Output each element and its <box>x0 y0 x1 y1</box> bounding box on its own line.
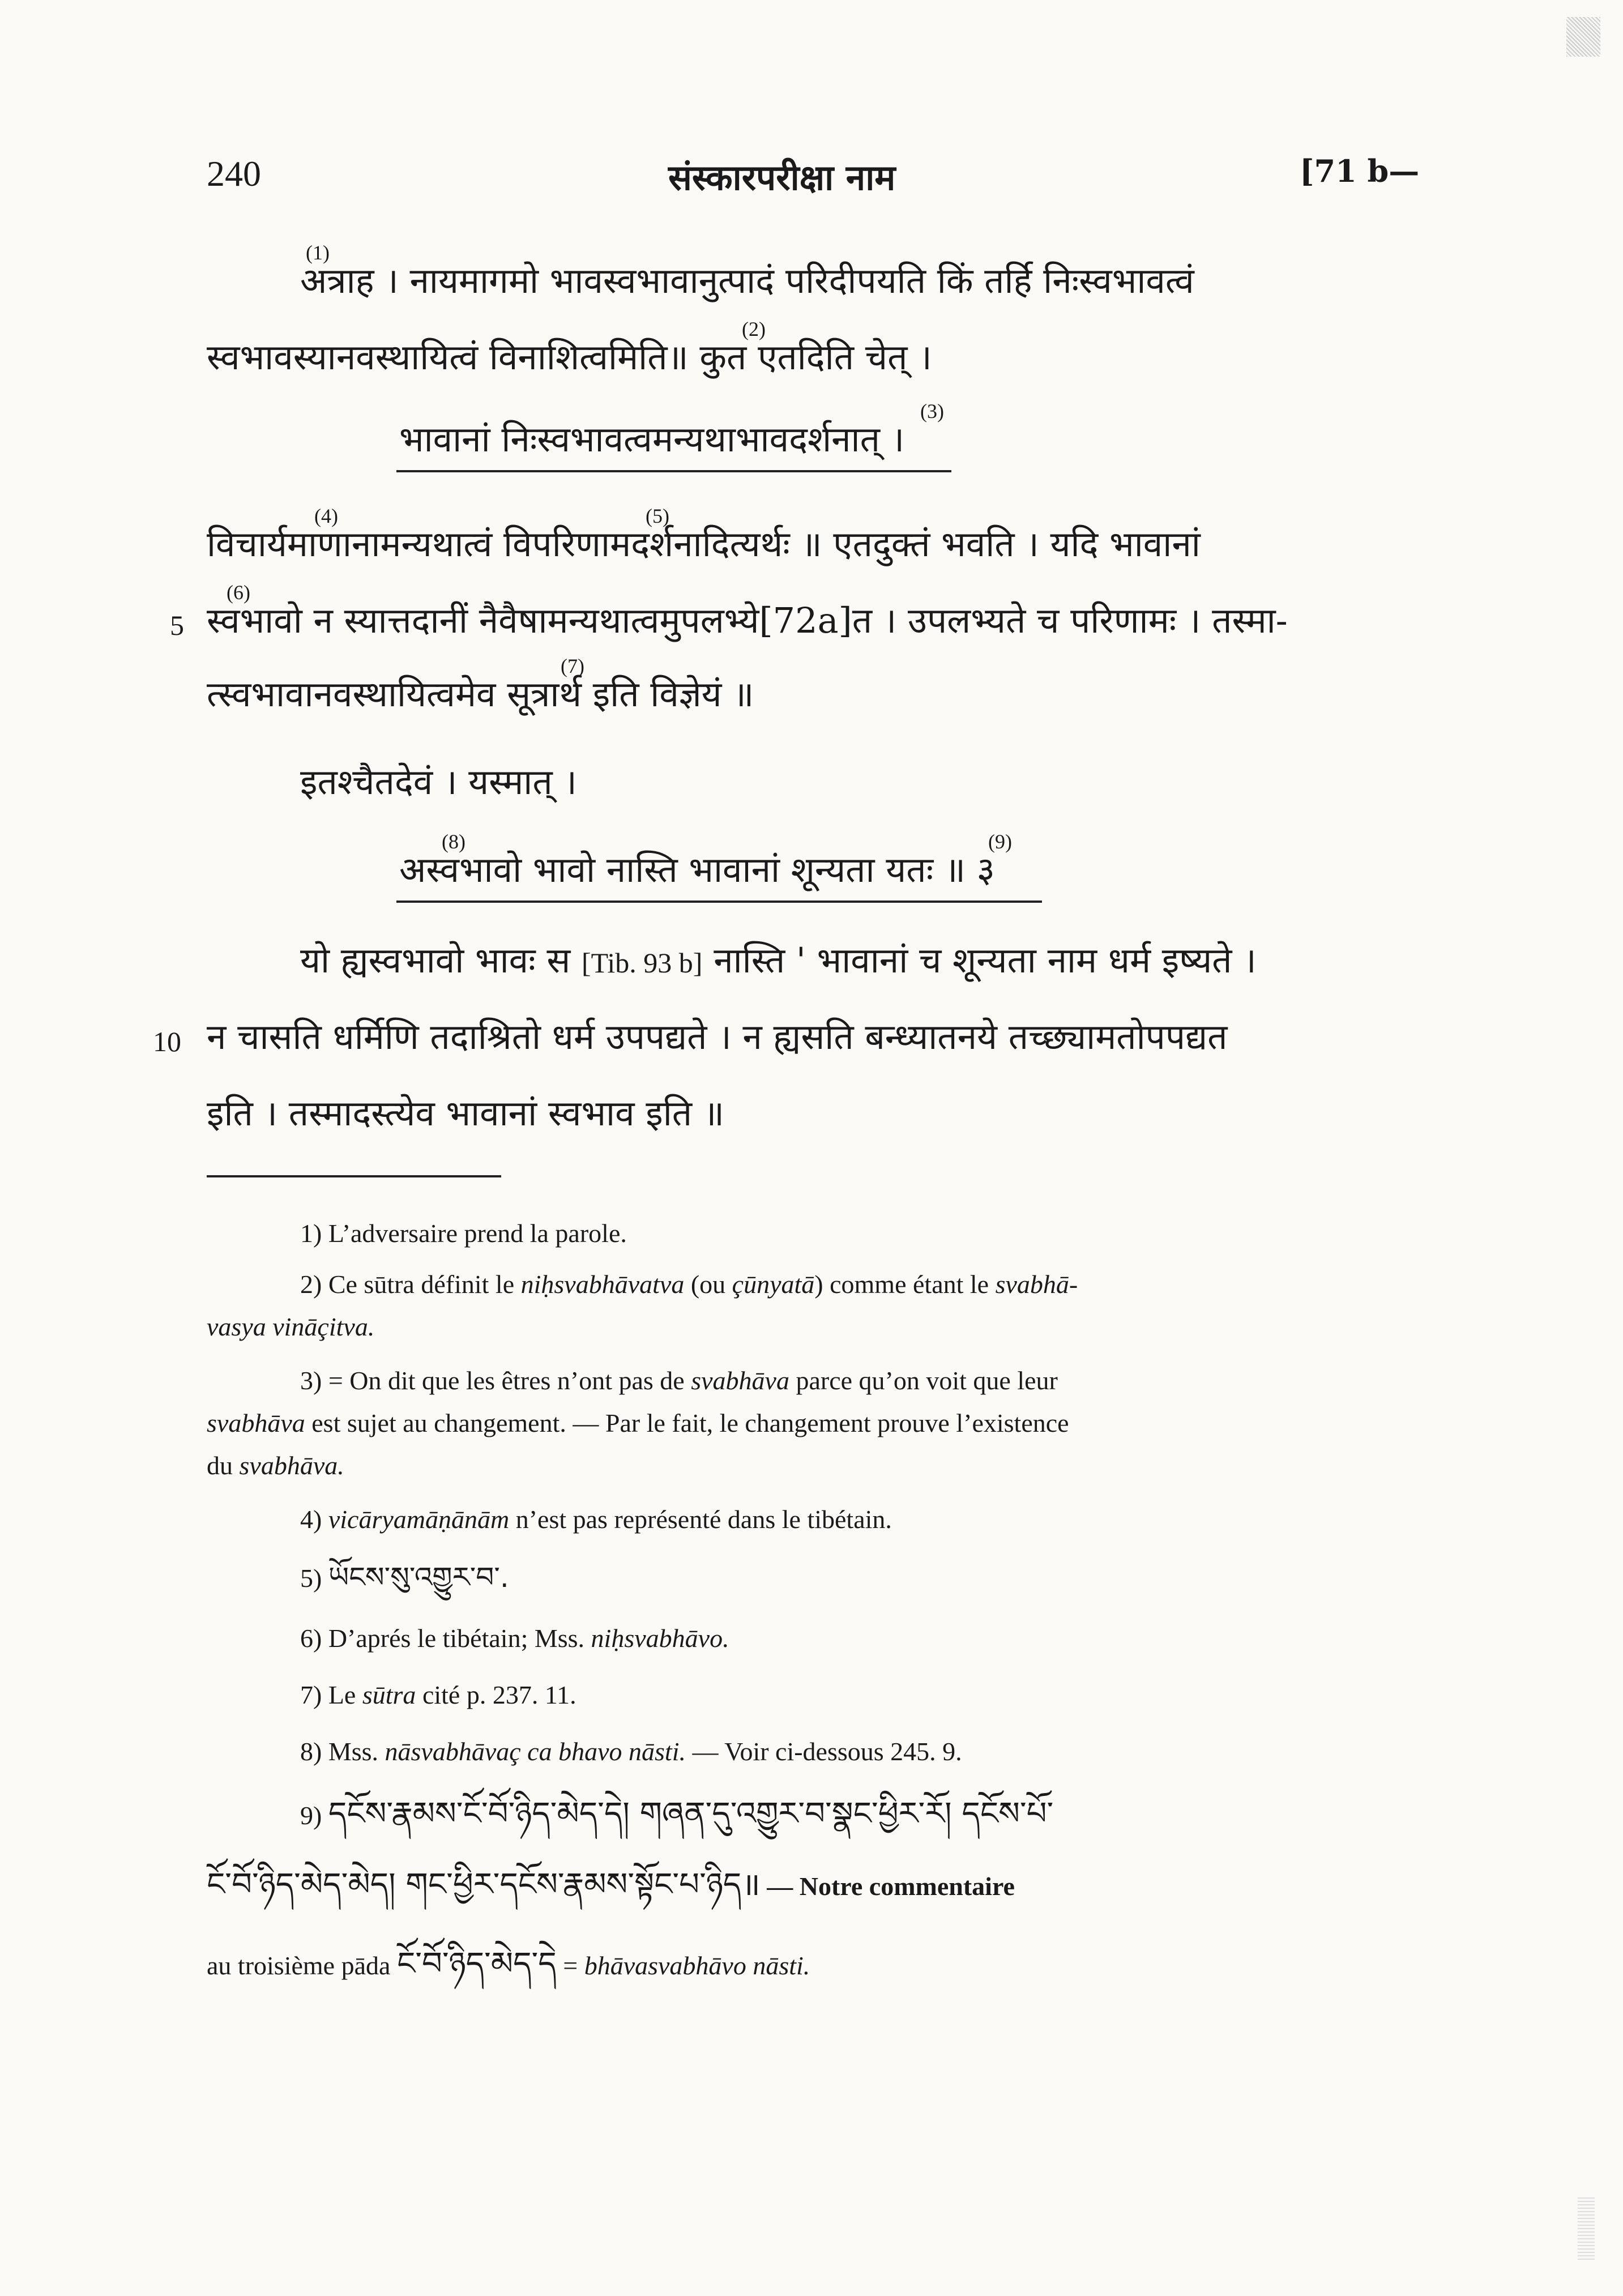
footnote-marker-4: (4) <box>314 505 338 527</box>
fn-text: est sujet au changement. — Par le fait, le changement prouve l’existence <box>305 1409 1069 1437</box>
footnote-marker-2: (2) <box>742 318 766 340</box>
footnote-marker-6: (6) <box>227 581 250 604</box>
footnote-marker-3: (3) <box>920 400 944 423</box>
fn-text: 5) <box>300 1564 328 1593</box>
footnote-marker-9: (9) <box>988 830 1012 853</box>
fn-italic: çūnyatā <box>732 1270 815 1299</box>
scan-artifact-bottom <box>1578 2197 1595 2260</box>
footnote-marker-1: (1) <box>306 241 330 264</box>
page-number: 240 <box>207 153 261 194</box>
fn-text: 6) D’aprés le tibétain; Mss. <box>300 1624 591 1653</box>
text-line: इति । तस्मादस्त्येव भावानां स्वभाव इति ॥ <box>207 1092 724 1134</box>
fn-text: ) comme étant le <box>814 1270 996 1299</box>
text-line: स्वभावो न स्यात्तदानीं नैवैषामन्यथात्वमुपलभ्ये[72a]त । उपलभ्यते च परिणामः । तस्मा- <box>207 600 1288 641</box>
fn-text: 9) <box>300 1801 328 1830</box>
fn-text: du <box>207 1451 240 1480</box>
footnote-3-cont <box>207 1453 344 1479</box>
tibetan-text: ངོ་བོ་ཉིད་མེད་དེ <box>396 1945 557 1982</box>
fn-italic: svabhāva <box>207 1409 305 1437</box>
footnote-4 <box>300 1507 892 1533</box>
line-number-10: 10 <box>153 1026 181 1057</box>
tibetan-page-ref: [Tib. 93 b] <box>581 947 703 979</box>
running-title: संस्कारपरीक्षा नाम <box>668 157 896 198</box>
fn-text: 4) <box>300 1505 328 1534</box>
fn-text: au troisième pāda <box>207 1951 397 1980</box>
verse-underline <box>396 901 1042 903</box>
footnote-6 <box>300 1625 729 1651</box>
text-line <box>300 940 1257 981</box>
fn-text: — Notre commentaire <box>760 1872 1015 1901</box>
text-line: स्वभावस्यानवस्थायित्वं विनाशित्वमिति॥ कुत एतदिति चेत् । <box>207 336 932 378</box>
fn-italic: vasya vināçitva. <box>207 1312 375 1341</box>
section-reference: [71 b— <box>1300 153 1420 189</box>
fn-italic: bhāvasvabhāvo nāsti. <box>584 1951 810 1980</box>
fn-italic: svabhāva <box>691 1366 789 1395</box>
line-number-5: 5 <box>170 609 184 641</box>
fn-text: 7) Le <box>300 1680 362 1709</box>
tibetan-text: ངོ་བོ་ཉིད་མེད་མེད། གང་ཕྱིར་དངོས་རྣམས་སྟོང་པ་ཉིད॥ <box>207 1866 761 1903</box>
verse-line: भावानां निःस्वभावत्वमन्यथाभावदर्शनात् । <box>399 419 905 460</box>
text-line: त्स्वभावानवस्थायित्वमेव सूत्रार्थ इति विज्ञेयं ॥ <box>207 673 754 715</box>
text-span: यो ह्यस्वभावो भावः स <box>300 940 571 981</box>
scan-artifact-top <box>1566 17 1600 57</box>
fn-italic: niḥsvabhāvo. <box>591 1624 729 1653</box>
footnote-7 <box>300 1682 576 1708</box>
fn-text: (ou <box>684 1270 732 1299</box>
text-line: इतश्चैतदेवं । यस्मात् । <box>300 761 577 803</box>
tibetan-text: དངོས་རྣམས་ངོ་བོ་ཉིད་མེད་དེ། གཞན་དུ་འགྱུར་བ་སྣང་ཕྱིར་རོ། དངོས་པོ་ <box>328 1795 1054 1832</box>
footnote-8 <box>300 1739 962 1765</box>
text-span: नास्ति ' भावानां च शून्यता नाम धर्म इष्यते । <box>714 940 1257 981</box>
fn-text: 2) Ce sūtra définit le <box>300 1270 521 1299</box>
fn-italic: niḥsvabhāvatva <box>520 1270 685 1299</box>
footnote-9-cont <box>207 1866 1015 1903</box>
footnote-2-cont <box>207 1314 374 1340</box>
text-line: अत्राह । नायमागमो भावस्वभावानुत्पादं परिदीपयति किं तर्हि निःस्वभावत्वं <box>300 260 1194 301</box>
fn-text: = <box>556 1951 584 1980</box>
footnote-9 <box>300 1795 1054 1832</box>
tibetan-text: ཡོངས་སུ་འགྱུར་བ་. <box>328 1561 509 1594</box>
footnote-marker-8: (8) <box>442 830 465 853</box>
fn-italic: svabhāva. <box>239 1451 344 1480</box>
text-line: न चासति धर्मिणि तदाश्रितो धर्म उपपद्यते । न ह्यसति बन्ध्यातनये तच्छ्यामतोपपद्यत <box>207 1016 1228 1057</box>
footnote-2 <box>300 1271 1078 1298</box>
footnote-5 <box>300 1561 509 1594</box>
footnote-3-cont <box>207 1410 1069 1436</box>
fn-text: parce qu’on voit que leur <box>789 1366 1058 1395</box>
fn-text: 3) = On dit que les êtres n’ont pas de <box>300 1366 691 1395</box>
footnote-separator <box>207 1175 501 1177</box>
fn-italic: vicāryamāṇānām <box>328 1505 510 1534</box>
fn-italic: sūtra <box>362 1680 416 1709</box>
footnote-marker-5: (5) <box>646 505 669 527</box>
footnote-1: 1) L’adversaire prend la parole. <box>300 1219 627 1248</box>
text-line: विचार्यमाणानामन्यथात्वं विपरिणामदर्शनादित्यर्थः ॥ एतदुक्तं भवति । यदि भावानां <box>207 523 1201 565</box>
fn-italic: nāsvabhāvaç ca bhavo nāsti. <box>385 1737 686 1766</box>
footnote-3 <box>300 1368 1058 1394</box>
verse-line: अस्वभावो भावो नास्ति भावानां शून्यता यतः ॥ ३ <box>399 849 995 890</box>
fn-text: — Voir ci-dessous 245. 9. <box>685 1737 962 1766</box>
fn-text: 8) Mss. <box>300 1737 385 1766</box>
verse-underline <box>396 470 951 472</box>
fn-italic: svabhā- <box>995 1270 1078 1299</box>
fn-text: cité p. 237. 11. <box>416 1680 576 1709</box>
fn-text: n’est pas représenté dans le tibétain. <box>509 1505 892 1534</box>
footnote-marker-7: (7) <box>561 655 584 677</box>
footnote-9-cont <box>207 1945 810 1982</box>
